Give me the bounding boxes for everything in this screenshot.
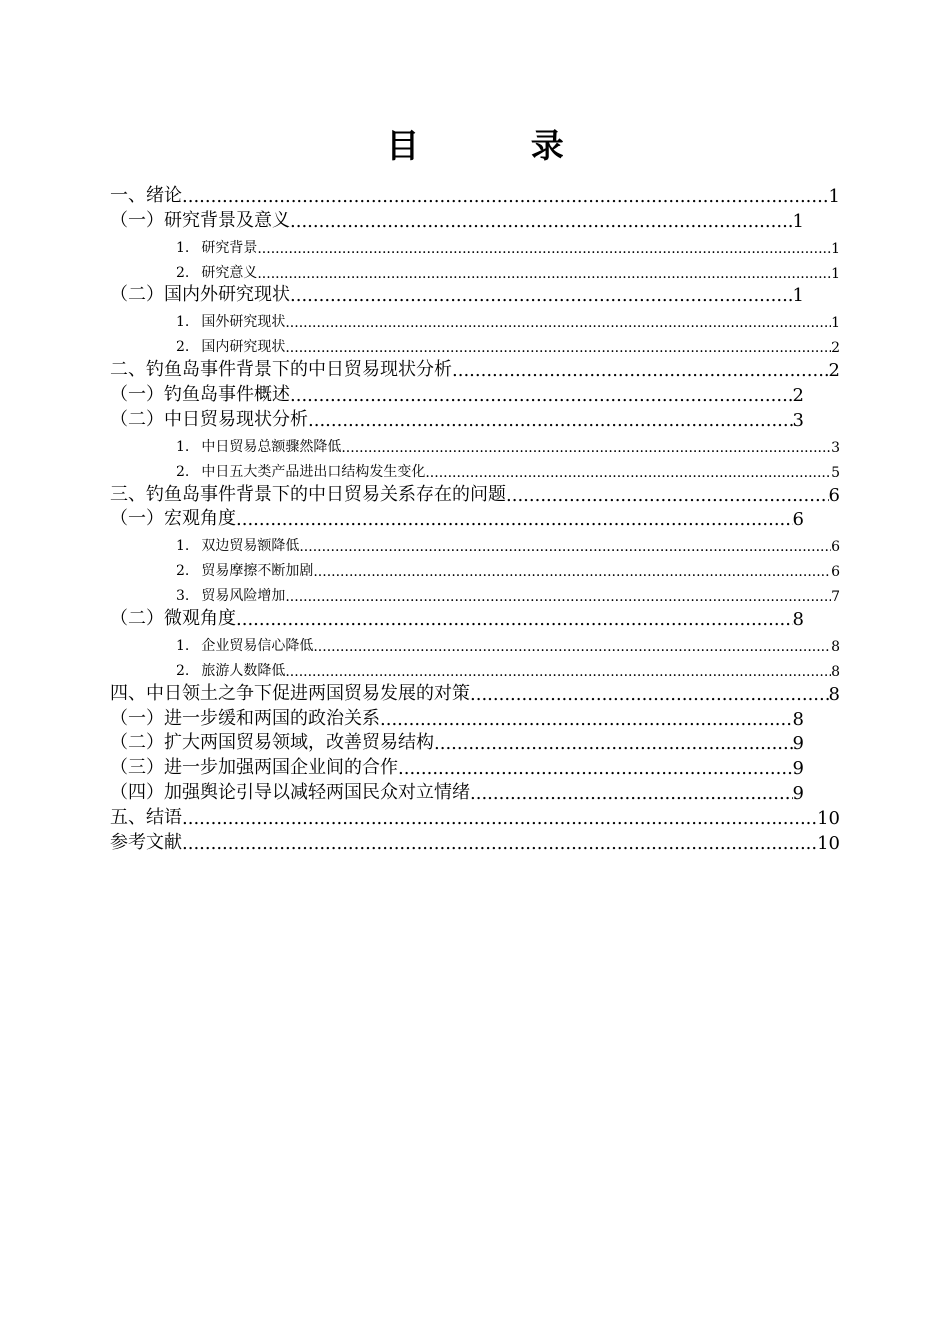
dot-leader: [290, 285, 793, 306]
toc-entry-label: [110, 282, 290, 307]
toc-entry[interactable]: [110, 506, 804, 531]
toc-entry-label: [176, 535, 299, 555]
dot-leader: [182, 808, 817, 829]
dot-leader: [470, 684, 829, 705]
toc-entry[interactable]: [110, 331, 840, 356]
toc-entry-text: 中日五大类产品进出口结构发生变化: [201, 463, 426, 480]
toc-entry-label: [176, 262, 257, 282]
toc-entry-label: [176, 336, 285, 356]
dot-leader: [290, 211, 793, 232]
toc-entry-number: 2.: [176, 563, 190, 580]
toc-entry-label: [110, 730, 434, 755]
toc-page-number: 2: [792, 385, 804, 407]
toc-entry-label: [176, 461, 425, 481]
dot-leader: [434, 733, 793, 754]
toc-entry-label: [110, 356, 452, 381]
toc-page-number: 9: [792, 783, 804, 805]
toc-entry[interactable]: [110, 655, 840, 680]
toc-entry-text: 五、结语: [110, 807, 182, 829]
toc-entry[interactable]: [110, 779, 804, 804]
toc-page-number: 3: [792, 409, 804, 431]
toc-entry[interactable]: [110, 282, 804, 307]
dot-leader: [236, 509, 793, 530]
toc-entry[interactable]: [110, 182, 840, 207]
toc-page-number: 1: [792, 285, 804, 307]
toc-entry-number: 2.: [176, 463, 190, 480]
toc-page-number: 1: [792, 210, 804, 232]
toc-entry-text: （二）国内外研究现状: [110, 284, 290, 306]
toc-entry[interactable]: [110, 555, 840, 580]
toc-entry-label: [176, 635, 313, 655]
toc-entry-label: [110, 779, 470, 804]
dot-leader: [470, 783, 793, 804]
toc-entry-number: 2.: [176, 339, 190, 356]
toc-page-number: 9: [792, 758, 804, 780]
toc-entry[interactable]: [110, 356, 840, 381]
toc-page-number: 10: [817, 808, 840, 830]
toc-entry-label: [110, 381, 290, 406]
toc-entry-label: [176, 585, 285, 605]
toc-entry-text: （三）进一步加强两国企业间的合作: [110, 757, 398, 779]
toc-page-number: 5: [831, 464, 840, 481]
toc-entry-number: 2.: [176, 264, 190, 281]
toc-entry-label: [110, 754, 398, 779]
dot-leader: [313, 639, 831, 655]
dot-leader: [425, 465, 831, 481]
dot-leader: [308, 410, 793, 431]
toc-entry-text: （一）钓鱼岛事件概述: [110, 384, 290, 406]
toc-entry-label: [110, 705, 380, 730]
toc-entry-label: [176, 237, 257, 257]
toc-page-number: 6: [792, 509, 804, 531]
toc-entry[interactable]: [110, 530, 840, 555]
toc-entry[interactable]: [110, 804, 840, 829]
toc-entry-text: 贸易摩擦不断加剧: [201, 563, 314, 580]
toc-entry-text: （四）加强舆论引导以减轻两国民众对立情绪: [110, 782, 470, 804]
toc-page-number: 8: [831, 638, 840, 655]
toc-page-number: 10: [817, 833, 840, 855]
dot-leader: [236, 609, 793, 630]
toc-page-number: 8: [831, 663, 840, 680]
toc-page-number: 6: [828, 484, 840, 506]
toc-entry[interactable]: [110, 754, 804, 779]
toc-entry[interactable]: [110, 257, 840, 282]
toc-page-number: 2: [828, 360, 840, 382]
toc-entry-text: （二）微观角度: [110, 608, 236, 630]
dot-leader: [452, 360, 829, 381]
toc-entry-text: 双边贸易额降低: [201, 538, 300, 555]
toc-page-number: 6: [831, 564, 840, 581]
toc-entry[interactable]: [110, 680, 840, 705]
dot-leader: [341, 440, 831, 456]
toc-page-number: 8: [792, 708, 804, 730]
dot-leader: [182, 186, 829, 207]
toc-page-number: 2: [831, 340, 840, 357]
toc-entry-number: 3.: [176, 588, 190, 605]
toc-entry-label: [110, 406, 308, 431]
toc-entry-text: （一）进一步缓和两国的政治关系: [110, 707, 380, 729]
toc-entry-label: [110, 804, 182, 829]
toc-page-number: 1: [831, 265, 840, 282]
toc-entry-text: （二）扩大两国贸易领域，改善贸易结构: [110, 732, 434, 754]
toc-entry-number: 2.: [176, 662, 190, 679]
toc-entry-text: 旅游人数降低: [201, 662, 286, 679]
toc-entry-number: 1.: [176, 239, 190, 256]
toc-entry-number: 1.: [176, 438, 190, 455]
toc-entry-number: 1.: [176, 538, 190, 555]
toc-entry-text: （二）中日贸易现状分析: [110, 408, 308, 430]
toc-entry-text: 研究意义: [201, 264, 258, 281]
dot-leader: [257, 266, 831, 282]
toc-entry-label: [110, 680, 470, 705]
dot-leader: [313, 564, 831, 580]
toc-entry[interactable]: [110, 605, 804, 630]
toc-page-number: 9: [792, 733, 804, 755]
dot-leader: [257, 241, 831, 257]
toc-entry-text: 参考文献: [110, 832, 182, 854]
toc-entry-text: 国内研究现状: [201, 339, 286, 356]
dot-leader: [285, 589, 831, 605]
toc-page-number: 7: [831, 589, 840, 606]
toc-entry[interactable]: [110, 406, 804, 431]
toc-entry-label: [110, 481, 506, 506]
toc-page-number: 1: [831, 315, 840, 332]
toc-entry-label: [110, 182, 182, 207]
toc-page-number: 3: [831, 439, 840, 456]
toc-entry-label: [110, 506, 236, 531]
toc-entry[interactable]: [110, 481, 840, 506]
toc-entry-number: 1.: [176, 637, 190, 654]
toc-entry-number: 1.: [176, 314, 190, 331]
toc-entry-label: [176, 660, 285, 680]
toc-entry-text: 三、钓鱼岛事件背景下的中日贸易关系存在的问题: [110, 483, 506, 505]
table-of-contents: [110, 182, 840, 854]
toc-page-number: 8: [828, 683, 840, 705]
dot-leader: [506, 485, 829, 506]
toc-entry[interactable]: [110, 381, 804, 406]
toc-entry[interactable]: [110, 705, 804, 730]
dot-leader: [398, 758, 793, 779]
toc-entry-label: [110, 829, 182, 854]
toc-entry[interactable]: [110, 829, 840, 854]
toc-entry-text: 贸易风险增加: [201, 588, 286, 605]
toc-entry[interactable]: [110, 456, 840, 481]
toc-entry-text: 一、绪论: [110, 184, 182, 206]
dot-leader: [285, 664, 831, 680]
toc-entry-text: 国外研究现状: [201, 314, 286, 331]
toc-entry-text: 四、中日领土之争下促进两国贸易发展的对策: [110, 682, 470, 704]
toc-page-number: 6: [831, 539, 840, 556]
dot-leader: [182, 833, 817, 854]
page-title: 目 录: [386, 126, 614, 165]
toc-entry[interactable]: [110, 232, 840, 257]
toc-entry[interactable]: [110, 580, 840, 605]
dot-leader: [285, 315, 831, 331]
toc-entry-label: [176, 436, 341, 456]
toc-entry[interactable]: [110, 630, 840, 655]
toc-entry[interactable]: [110, 306, 840, 331]
toc-entry[interactable]: [110, 207, 804, 232]
toc-page-number: 1: [831, 240, 840, 257]
dot-leader: [299, 539, 831, 555]
toc-page-number: 1: [828, 185, 840, 207]
toc-entry-text: 二、钓鱼岛事件背景下的中日贸易现状分析: [110, 359, 452, 381]
toc-entry[interactable]: [110, 730, 804, 755]
toc-page-number: 8: [792, 609, 804, 631]
toc-entry[interactable]: [110, 431, 840, 456]
dot-leader: [380, 709, 793, 730]
toc-entry-text: 研究背景: [201, 239, 258, 256]
toc-entry-label: [176, 311, 285, 331]
toc-entry-text: （一）研究背景及意义: [110, 209, 290, 231]
toc-entry-label: [110, 207, 290, 232]
toc-entry-text: 中日贸易总额骤然降低: [201, 438, 342, 455]
dot-leader: [285, 340, 831, 356]
toc-entry-text: （一）宏观角度: [110, 508, 236, 530]
dot-leader: [290, 385, 793, 406]
toc-entry-text: 企业贸易信心降低: [201, 637, 314, 654]
toc-entry-label: [176, 560, 313, 580]
toc-entry-label: [110, 605, 236, 630]
